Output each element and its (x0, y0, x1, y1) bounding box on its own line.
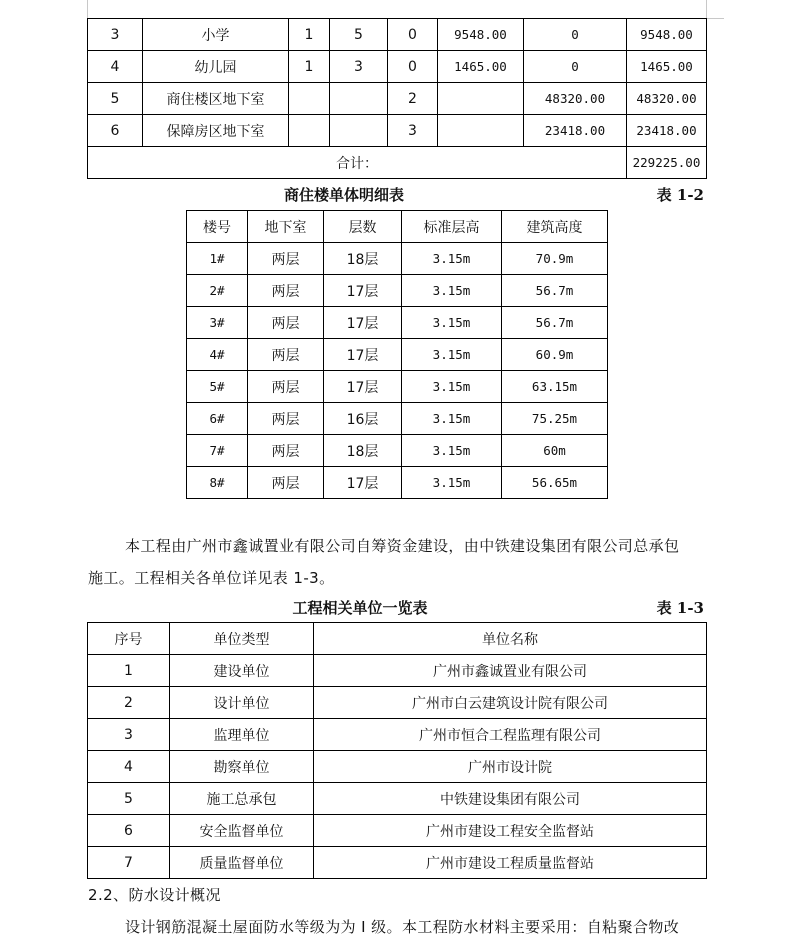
cell: 两层 (248, 307, 324, 339)
cell: 3# (187, 307, 248, 339)
cell: 0 (388, 51, 438, 83)
cell: 18层 (324, 243, 402, 275)
table-row (187, 403, 608, 435)
cell: 两层 (248, 435, 324, 467)
paragraph-line: 本工程由广州市鑫诚置业有限公司自筹资金建设，由中铁建设集团有限公司总承包 (125, 537, 680, 555)
header-cell: 建筑高度 (502, 211, 608, 243)
table-row (88, 815, 707, 847)
table-total-row (88, 147, 707, 179)
cell: 56.7m (502, 307, 608, 339)
cell: 4 (88, 751, 170, 783)
cell: 7# (187, 435, 248, 467)
paragraph-line: 施工。工程相关各单位详见表 1-3。 (88, 569, 335, 587)
paragraph-line: 设计钢筋混凝土屋面防水等级为为 Ⅰ 级。本工程防水材料主要采用：自粘聚合物改 (125, 918, 680, 936)
cell: 3 (88, 19, 143, 51)
cell: 0 (388, 19, 438, 51)
cell (289, 83, 330, 115)
cell: 3.15m (402, 467, 502, 499)
cell: 60m (502, 435, 608, 467)
cell: 3.15m (402, 307, 502, 339)
header-cell: 单位名称 (314, 623, 707, 655)
table-header-row (88, 623, 707, 655)
cell: 3 (88, 719, 170, 751)
table-3-title: 工程相关单位一览表 (292, 599, 428, 617)
cell: 60.9m (502, 339, 608, 371)
section-heading: 2.2、防水设计概况 (88, 886, 221, 904)
cell (289, 115, 330, 147)
cell: 56.65m (502, 467, 608, 499)
table-row (187, 307, 608, 339)
cell: 7 (88, 847, 170, 879)
cell: 广州市白云建筑设计院有限公司 (314, 687, 707, 719)
table-3 (87, 622, 707, 879)
table-row (187, 467, 608, 499)
table-row (88, 719, 707, 751)
cell: 3.15m (402, 275, 502, 307)
cell: 广州市建设工程安全监督站 (314, 815, 707, 847)
cell: 勘察单位 (170, 751, 314, 783)
table-row (88, 19, 707, 51)
cell: 监理单位 (170, 719, 314, 751)
table-3-number: 表 1-3 (656, 599, 704, 617)
cell: 18层 (324, 435, 402, 467)
cell: 0 (524, 19, 627, 51)
cell: 3 (330, 51, 388, 83)
cell: 1465.00 (627, 51, 707, 83)
cell: 70.9m (502, 243, 608, 275)
cell: 2 (388, 83, 438, 115)
cell: 小学 (143, 19, 289, 51)
cell: 质量监督单位 (170, 847, 314, 879)
cell: 6 (88, 815, 170, 847)
cell: 2# (187, 275, 248, 307)
table-row (88, 83, 707, 115)
page-corner-mark-top-right (706, 18, 724, 19)
cell: 两层 (248, 243, 324, 275)
cell: 6 (88, 115, 143, 147)
cell: 两层 (248, 467, 324, 499)
cell: 48320.00 (524, 83, 627, 115)
table-row (88, 687, 707, 719)
table-row (187, 275, 608, 307)
table-row (88, 783, 707, 815)
cell: 两层 (248, 339, 324, 371)
table-row (88, 115, 707, 147)
cell: 广州市设计院 (314, 751, 707, 783)
header-cell: 楼号 (187, 211, 248, 243)
header-cell: 标准层高 (402, 211, 502, 243)
table-row (88, 655, 707, 687)
header-cell: 单位类型 (170, 623, 314, 655)
cell (330, 83, 388, 115)
total-label: 合计： (88, 147, 627, 179)
table-row (187, 243, 608, 275)
cell: 幼儿园 (143, 51, 289, 83)
table-2 (186, 210, 608, 499)
cell: 75.25m (502, 403, 608, 435)
cell: 建设单位 (170, 655, 314, 687)
cell (438, 83, 524, 115)
cell: 两层 (248, 403, 324, 435)
cell: 5 (330, 19, 388, 51)
cell: 8# (187, 467, 248, 499)
table-row (187, 371, 608, 403)
cell: 2 (88, 687, 170, 719)
cell: 1 (289, 51, 330, 83)
cell: 1 (88, 655, 170, 687)
header-cell: 序号 (88, 623, 170, 655)
cell: 3 (388, 115, 438, 147)
cell: 17层 (324, 467, 402, 499)
cell: 施工总承包 (170, 783, 314, 815)
page-corner-mark-right (706, 0, 707, 18)
table-row (88, 751, 707, 783)
cell: 23418.00 (627, 115, 707, 147)
cell: 4 (88, 51, 143, 83)
cell: 保障房区地下室 (143, 115, 289, 147)
cell: 广州市鑫诚置业有限公司 (314, 655, 707, 687)
cell: 9548.00 (438, 19, 524, 51)
cell: 63.15m (502, 371, 608, 403)
cell: 安全监督单位 (170, 815, 314, 847)
cell: 6# (187, 403, 248, 435)
table-row (88, 847, 707, 879)
cell: 5# (187, 371, 248, 403)
cell: 3.15m (402, 339, 502, 371)
cell: 3.15m (402, 435, 502, 467)
cell: 16层 (324, 403, 402, 435)
cell: 5 (88, 83, 143, 115)
cell: 17层 (324, 275, 402, 307)
cell: 广州市建设工程质量监督站 (314, 847, 707, 879)
cell: 9548.00 (627, 19, 707, 51)
cell: 56.7m (502, 275, 608, 307)
cell: 4# (187, 339, 248, 371)
cell: 广州市恒合工程监理有限公司 (314, 719, 707, 751)
page-corner-mark-left (87, 0, 88, 18)
header-cell: 层数 (324, 211, 402, 243)
cell: 1# (187, 243, 248, 275)
total-value: 229225.00 (627, 147, 707, 179)
cell: 两层 (248, 371, 324, 403)
cell: 设计单位 (170, 687, 314, 719)
table-1 (87, 18, 707, 179)
cell: 17层 (324, 339, 402, 371)
cell: 23418.00 (524, 115, 627, 147)
table-2-number: 表 1-2 (656, 186, 704, 204)
cell: 17层 (324, 371, 402, 403)
cell: 17层 (324, 307, 402, 339)
cell: 中铁建设集团有限公司 (314, 783, 707, 815)
cell: 0 (524, 51, 627, 83)
cell: 商住楼区地下室 (143, 83, 289, 115)
cell (438, 115, 524, 147)
table-2-title: 商住楼单体明细表 (283, 186, 404, 204)
header-cell: 地下室 (248, 211, 324, 243)
cell (330, 115, 388, 147)
table-row (88, 51, 707, 83)
cell: 5 (88, 783, 170, 815)
table-row (187, 339, 608, 371)
cell: 3.15m (402, 403, 502, 435)
table-header-row (187, 211, 608, 243)
cell: 1465.00 (438, 51, 524, 83)
cell: 1 (289, 19, 330, 51)
cell: 3.15m (402, 371, 502, 403)
table-row (187, 435, 608, 467)
cell: 3.15m (402, 243, 502, 275)
cell: 两层 (248, 275, 324, 307)
cell: 48320.00 (627, 83, 707, 115)
